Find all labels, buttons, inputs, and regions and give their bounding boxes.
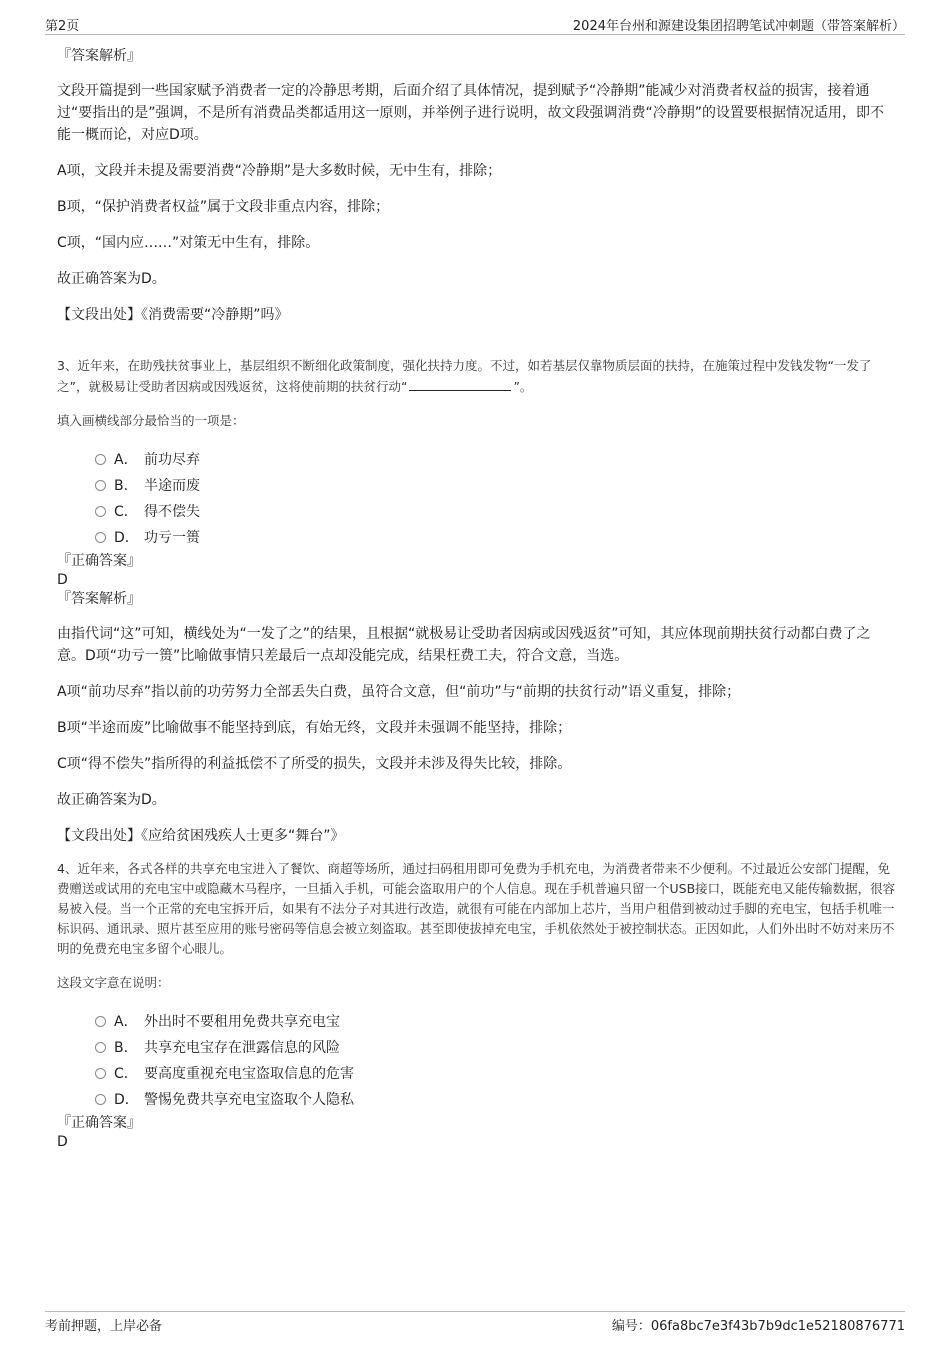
question-3-stem: 3、近年来，在助残扶贫事业上，基层组织不断细化政策制度，强化扶持力度。不过，如若基层仅靠物质层面的扶持，在施策过程中发钱发物“一发了之”，就极易让受助者因病或因残返贫，这将使前期的扶贫行动“ ”。 (57, 358, 872, 394)
question-4-options (95, 1009, 897, 1113)
option-b[interactable]: B． 半途而废 (95, 473, 897, 499)
analysis-label: 『答案解析』 (57, 591, 141, 607)
radio-icon[interactable] (95, 480, 106, 491)
question-4-stem: 4、近年来，各式各样的共享充电宝进入了餐饮、商超等场所，通过扫码租用即可免费为手机充电，为消费者带来不少便利。不过最近公安部门提醒，免费赠送或试用的充电宝中或隐藏木马程序，一旦插入手机，可能会盗取用户的个人信息。现在手机普遍只留一个USB接口，既能充电又能传输数据，很容易被入侵。当一个正常的充电宝拆开后，如果有不法分子对其进行改造，就很有可能在内部加上芯片，当用户租借到被动过手脚的充电宝，包括手机唯一标识码、通讯录、照片甚至应用的账号密码等信息会被立刻盗取。甚至即使拔掉充电宝，手机依然处于被控制状态。正因如此，人们外出时不妨对来历不明的免费充电宝多留个心眼儿。 (57, 861, 896, 956)
radio-icon[interactable] (95, 532, 106, 543)
source-citation: 【文段出处】《应给贫困残疾人士更多“舞台”》 (57, 828, 345, 844)
option-d[interactable]: D． 警惕免费共享充电宝盗取个人隐私 (95, 1087, 897, 1113)
analysis-text: 文段开篇提到一些国家赋予消费者一定的冷静思考期，后面介绍了具体情况，提到赋予“冷静期”能减少对消费者权益的损害，接着通过“要指出的是”强调，不是所有消费品类都适用这一原则，并举例子进行说明，故文段强调消费“冷静期”的设置要根据情况适用，即不能一概而论，对应D项。 (57, 83, 885, 143)
option-d[interactable]: D． 功亏一篑 (95, 525, 897, 551)
analysis-point-c: C项，“国内应……”对策无中生有，排除。 (57, 235, 320, 251)
analysis-label: 『答案解析』 (57, 48, 141, 64)
analysis-point-b: B项，“保护消费者权益”属于文段非重点内容，排除； (57, 199, 390, 215)
correct-answer-value: D (57, 572, 68, 588)
option-a[interactable]: A． 外出时不要租用免费共享充电宝 (95, 1009, 897, 1035)
radio-icon[interactable] (95, 1094, 106, 1105)
radio-icon[interactable] (95, 454, 106, 465)
footer-slogan: 考前押题，上岸必备 (45, 1319, 163, 1334)
page-content (57, 46, 897, 1151)
question-3-prompt: 填入画横线部分最恰当的一项是： (57, 413, 245, 428)
question-4-prompt: 这段文字意在说明： (57, 975, 170, 990)
correct-answer-value: D (57, 1134, 68, 1150)
fill-blank-line (409, 376, 511, 391)
question-3-options (95, 447, 897, 551)
analysis-text: 由指代词“这”可知，横线处为“一发了之”的结果，且根据“就极易让受助者因病或因残返贫”可知，其应体现前期扶贫行动都白费了之意。D项“功亏一篑”比喻做事情只差最后一点却没能完成，结果枉费工夫，符合文意，当选。 (57, 626, 871, 664)
page-footer (45, 1311, 905, 1334)
analysis-point-a: A项“前功尽弃”指以前的功劳努力全部丢失白费，虽符合文意，但“前功”与“前期的扶贫行动”语义重复，排除； (57, 684, 741, 700)
analysis-point-a: A项，文段并未提及需要消费“冷静期”是大多数时候，无中生有，排除； (57, 163, 502, 179)
analysis-conclusion: 故正确答案为D。 (57, 792, 166, 808)
radio-icon[interactable] (95, 506, 106, 517)
analysis-point-b: B项“半途而废”比喻做事不能坚持到底，有始无终，文段并未强调不能坚持，排除； (57, 720, 572, 736)
analysis-conclusion: 故正确答案为D。 (57, 271, 166, 287)
document-serial: 编号：06fa8bc7e3f43b7b9dc1e52180876771 (611, 1319, 905, 1334)
analysis-point-c: C项“得不偿失”指所得的利益抵偿不了所受的损失，文段并未涉及得失比较，排除。 (57, 756, 572, 772)
radio-icon[interactable] (95, 1042, 106, 1053)
option-c[interactable]: C． 得不偿失 (95, 499, 897, 525)
option-a[interactable]: A． 前功尽弃 (95, 447, 897, 473)
correct-answer-label: 『正确答案』 (57, 553, 141, 569)
radio-icon[interactable] (95, 1068, 106, 1079)
option-b[interactable]: B． 共享充电宝存在泄露信息的风险 (95, 1035, 897, 1061)
option-c[interactable]: C． 要高度重视充电宝盗取信息的危害 (95, 1061, 897, 1087)
document-title: 2024年台州和源建设集团招聘笔试冲刺题（带答案解析） (572, 19, 905, 34)
source-citation: 【文段出处】《消费需要“冷静期”吗》 (57, 307, 289, 323)
correct-answer-label: 『正确答案』 (57, 1115, 141, 1131)
page-number-label: 第2页 (45, 19, 80, 34)
page-header (45, 14, 905, 35)
radio-icon[interactable] (95, 1016, 106, 1027)
